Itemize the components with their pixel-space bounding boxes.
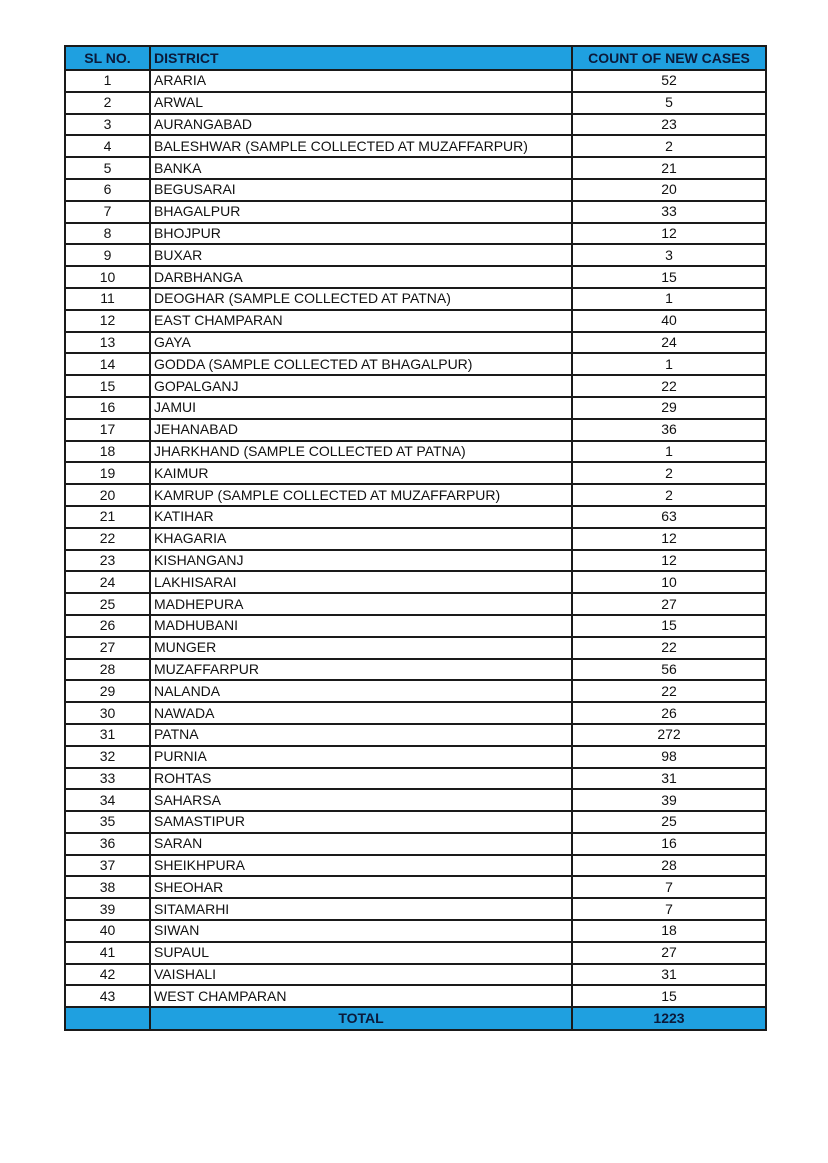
table-row	[65, 855, 766, 877]
table-row	[65, 724, 766, 746]
row-district: KAMRUP (SAMPLE COLLECTED AT MUZAFFARPUR)	[150, 484, 572, 506]
row-district: BEGUSARAI	[150, 179, 572, 201]
row-district: LAKHISARAI	[150, 571, 572, 593]
row-sl-no: 18	[65, 441, 150, 463]
row-count: 12	[572, 528, 766, 550]
row-district: WEST CHAMPARAN	[150, 985, 572, 1007]
row-district: ROHTAS	[150, 768, 572, 790]
row-district: GOPALGANJ	[150, 375, 572, 397]
row-district: AURANGABAD	[150, 114, 572, 136]
row-sl-no: 39	[65, 898, 150, 920]
row-sl-no: 15	[65, 375, 150, 397]
row-district: SAMASTIPUR	[150, 811, 572, 833]
total-row	[65, 1007, 766, 1030]
row-district: BANKA	[150, 157, 572, 179]
row-count: 27	[572, 593, 766, 615]
row-district: VAISHALI	[150, 964, 572, 986]
row-count: 15	[572, 985, 766, 1007]
table-row	[65, 876, 766, 898]
row-count: 1	[572, 353, 766, 375]
row-district: SAHARSA	[150, 789, 572, 811]
row-count: 36	[572, 419, 766, 441]
row-sl-no: 1	[65, 70, 150, 92]
row-sl-no: 25	[65, 593, 150, 615]
row-count: 1	[572, 441, 766, 463]
row-count: 2	[572, 462, 766, 484]
row-sl-no: 12	[65, 310, 150, 332]
total-label: TOTAL	[150, 1007, 572, 1030]
row-district: ARARIA	[150, 70, 572, 92]
row-sl-no: 33	[65, 768, 150, 790]
row-district: SIWAN	[150, 920, 572, 942]
row-count: 24	[572, 332, 766, 354]
table-row	[65, 964, 766, 986]
row-district: JEHANABAD	[150, 419, 572, 441]
table-row	[65, 637, 766, 659]
row-district: DARBHANGA	[150, 266, 572, 288]
row-sl-no: 29	[65, 680, 150, 702]
row-count: 3	[572, 244, 766, 266]
row-sl-no: 26	[65, 615, 150, 637]
row-sl-no: 42	[65, 964, 150, 986]
row-count: 28	[572, 855, 766, 877]
row-sl-no: 22	[65, 528, 150, 550]
row-sl-no: 6	[65, 179, 150, 201]
row-sl-no: 37	[65, 855, 150, 877]
row-district: MUZAFFARPUR	[150, 659, 572, 681]
table-row	[65, 70, 766, 92]
row-district: NALANDA	[150, 680, 572, 702]
row-sl-no: 27	[65, 637, 150, 659]
row-district: KISHANGANJ	[150, 550, 572, 572]
table-row	[65, 702, 766, 724]
table-row	[65, 441, 766, 463]
table-row	[65, 353, 766, 375]
row-sl-no: 16	[65, 397, 150, 419]
table-row	[65, 135, 766, 157]
row-sl-no: 3	[65, 114, 150, 136]
row-count: 56	[572, 659, 766, 681]
row-district: SARAN	[150, 833, 572, 855]
table-row	[65, 593, 766, 615]
row-count: 7	[572, 876, 766, 898]
header-sl-no: SL NO.	[65, 46, 150, 70]
row-count: 31	[572, 964, 766, 986]
header-row	[65, 46, 766, 70]
table-row	[65, 375, 766, 397]
row-sl-no: 30	[65, 702, 150, 724]
row-district: DEOGHAR (SAMPLE COLLECTED AT PATNA)	[150, 288, 572, 310]
table-row	[65, 310, 766, 332]
row-sl-no: 38	[65, 876, 150, 898]
row-sl-no: 9	[65, 244, 150, 266]
row-district: ARWAL	[150, 92, 572, 114]
row-count: 22	[572, 680, 766, 702]
row-count: 12	[572, 550, 766, 572]
row-district: BALESHWAR (SAMPLE COLLECTED AT MUZAFFARPUR)	[150, 135, 572, 157]
table-row	[65, 506, 766, 528]
table-row	[65, 266, 766, 288]
row-count: 29	[572, 397, 766, 419]
table-row	[65, 898, 766, 920]
table-body	[65, 70, 766, 1007]
row-count: 52	[572, 70, 766, 92]
row-sl-no: 40	[65, 920, 150, 942]
row-count: 12	[572, 223, 766, 245]
row-count: 5	[572, 92, 766, 114]
row-count: 16	[572, 833, 766, 855]
new-cases-table	[64, 45, 767, 1031]
row-sl-no: 31	[65, 724, 150, 746]
row-count: 7	[572, 898, 766, 920]
row-district: EAST CHAMPARAN	[150, 310, 572, 332]
table-row	[65, 484, 766, 506]
row-district: JHARKHAND (SAMPLE COLLECTED AT PATNA)	[150, 441, 572, 463]
table-row	[65, 615, 766, 637]
row-district: BHOJPUR	[150, 223, 572, 245]
table-row	[65, 528, 766, 550]
row-sl-no: 23	[65, 550, 150, 572]
row-district: NAWADA	[150, 702, 572, 724]
row-count: 22	[572, 637, 766, 659]
row-sl-no: 32	[65, 746, 150, 768]
table-row	[65, 789, 766, 811]
row-district: MUNGER	[150, 637, 572, 659]
row-district: PURNIA	[150, 746, 572, 768]
table-row	[65, 659, 766, 681]
row-count: 15	[572, 615, 766, 637]
row-district: SITAMARHI	[150, 898, 572, 920]
table-row	[65, 680, 766, 702]
row-count: 22	[572, 375, 766, 397]
table-row	[65, 768, 766, 790]
row-count: 63	[572, 506, 766, 528]
row-sl-no: 17	[65, 419, 150, 441]
row-district: MADHUBANI	[150, 615, 572, 637]
row-count: 23	[572, 114, 766, 136]
row-count: 39	[572, 789, 766, 811]
row-count: 15	[572, 266, 766, 288]
row-count: 98	[572, 746, 766, 768]
table-row	[65, 244, 766, 266]
row-count: 18	[572, 920, 766, 942]
row-district: KATIHAR	[150, 506, 572, 528]
row-sl-no: 11	[65, 288, 150, 310]
row-sl-no: 19	[65, 462, 150, 484]
row-sl-no: 13	[65, 332, 150, 354]
table-row	[65, 397, 766, 419]
row-count: 2	[572, 484, 766, 506]
table-row	[65, 833, 766, 855]
table-row	[65, 462, 766, 484]
row-count: 33	[572, 201, 766, 223]
table-row	[65, 920, 766, 942]
table-row	[65, 550, 766, 572]
row-count: 40	[572, 310, 766, 332]
row-district: BHAGALPUR	[150, 201, 572, 223]
row-district: JAMUI	[150, 397, 572, 419]
row-sl-no: 24	[65, 571, 150, 593]
table-row	[65, 985, 766, 1007]
row-district: SHEIKHPURA	[150, 855, 572, 877]
header-count: COUNT OF NEW CASES	[572, 46, 766, 70]
row-count: 272	[572, 724, 766, 746]
row-district: BUXAR	[150, 244, 572, 266]
row-district: SHEOHAR	[150, 876, 572, 898]
row-count: 25	[572, 811, 766, 833]
header-district: DISTRICT	[150, 46, 572, 70]
table-row	[65, 332, 766, 354]
table-row	[65, 223, 766, 245]
table-row	[65, 746, 766, 768]
row-sl-no: 35	[65, 811, 150, 833]
row-district: GAYA	[150, 332, 572, 354]
row-sl-no: 34	[65, 789, 150, 811]
table-row	[65, 811, 766, 833]
table-row	[65, 942, 766, 964]
row-count: 1	[572, 288, 766, 310]
row-district: GODDA (SAMPLE COLLECTED AT BHAGALPUR)	[150, 353, 572, 375]
row-sl-no: 36	[65, 833, 150, 855]
row-sl-no: 10	[65, 266, 150, 288]
row-sl-no: 21	[65, 506, 150, 528]
row-district: KAIMUR	[150, 462, 572, 484]
table-header	[65, 46, 766, 70]
table-row	[65, 92, 766, 114]
row-sl-no: 14	[65, 353, 150, 375]
row-sl-no: 4	[65, 135, 150, 157]
table-row	[65, 419, 766, 441]
row-sl-no: 43	[65, 985, 150, 1007]
table-row	[65, 201, 766, 223]
row-sl-no: 28	[65, 659, 150, 681]
row-count: 2	[572, 135, 766, 157]
row-sl-no: 5	[65, 157, 150, 179]
table-row	[65, 179, 766, 201]
row-count: 20	[572, 179, 766, 201]
table-row	[65, 157, 766, 179]
row-count: 10	[572, 571, 766, 593]
row-district: MADHEPURA	[150, 593, 572, 615]
row-sl-no: 8	[65, 223, 150, 245]
row-sl-no: 7	[65, 201, 150, 223]
total-value: 1223	[572, 1007, 766, 1030]
row-district: KHAGARIA	[150, 528, 572, 550]
total-empty-cell	[65, 1007, 150, 1030]
row-count: 26	[572, 702, 766, 724]
row-count: 31	[572, 768, 766, 790]
row-count: 27	[572, 942, 766, 964]
table-row	[65, 114, 766, 136]
table-row	[65, 571, 766, 593]
row-count: 21	[572, 157, 766, 179]
row-sl-no: 20	[65, 484, 150, 506]
table-footer	[65, 1007, 766, 1030]
row-district: PATNA	[150, 724, 572, 746]
row-sl-no: 41	[65, 942, 150, 964]
table-row	[65, 288, 766, 310]
row-sl-no: 2	[65, 92, 150, 114]
row-district: SUPAUL	[150, 942, 572, 964]
